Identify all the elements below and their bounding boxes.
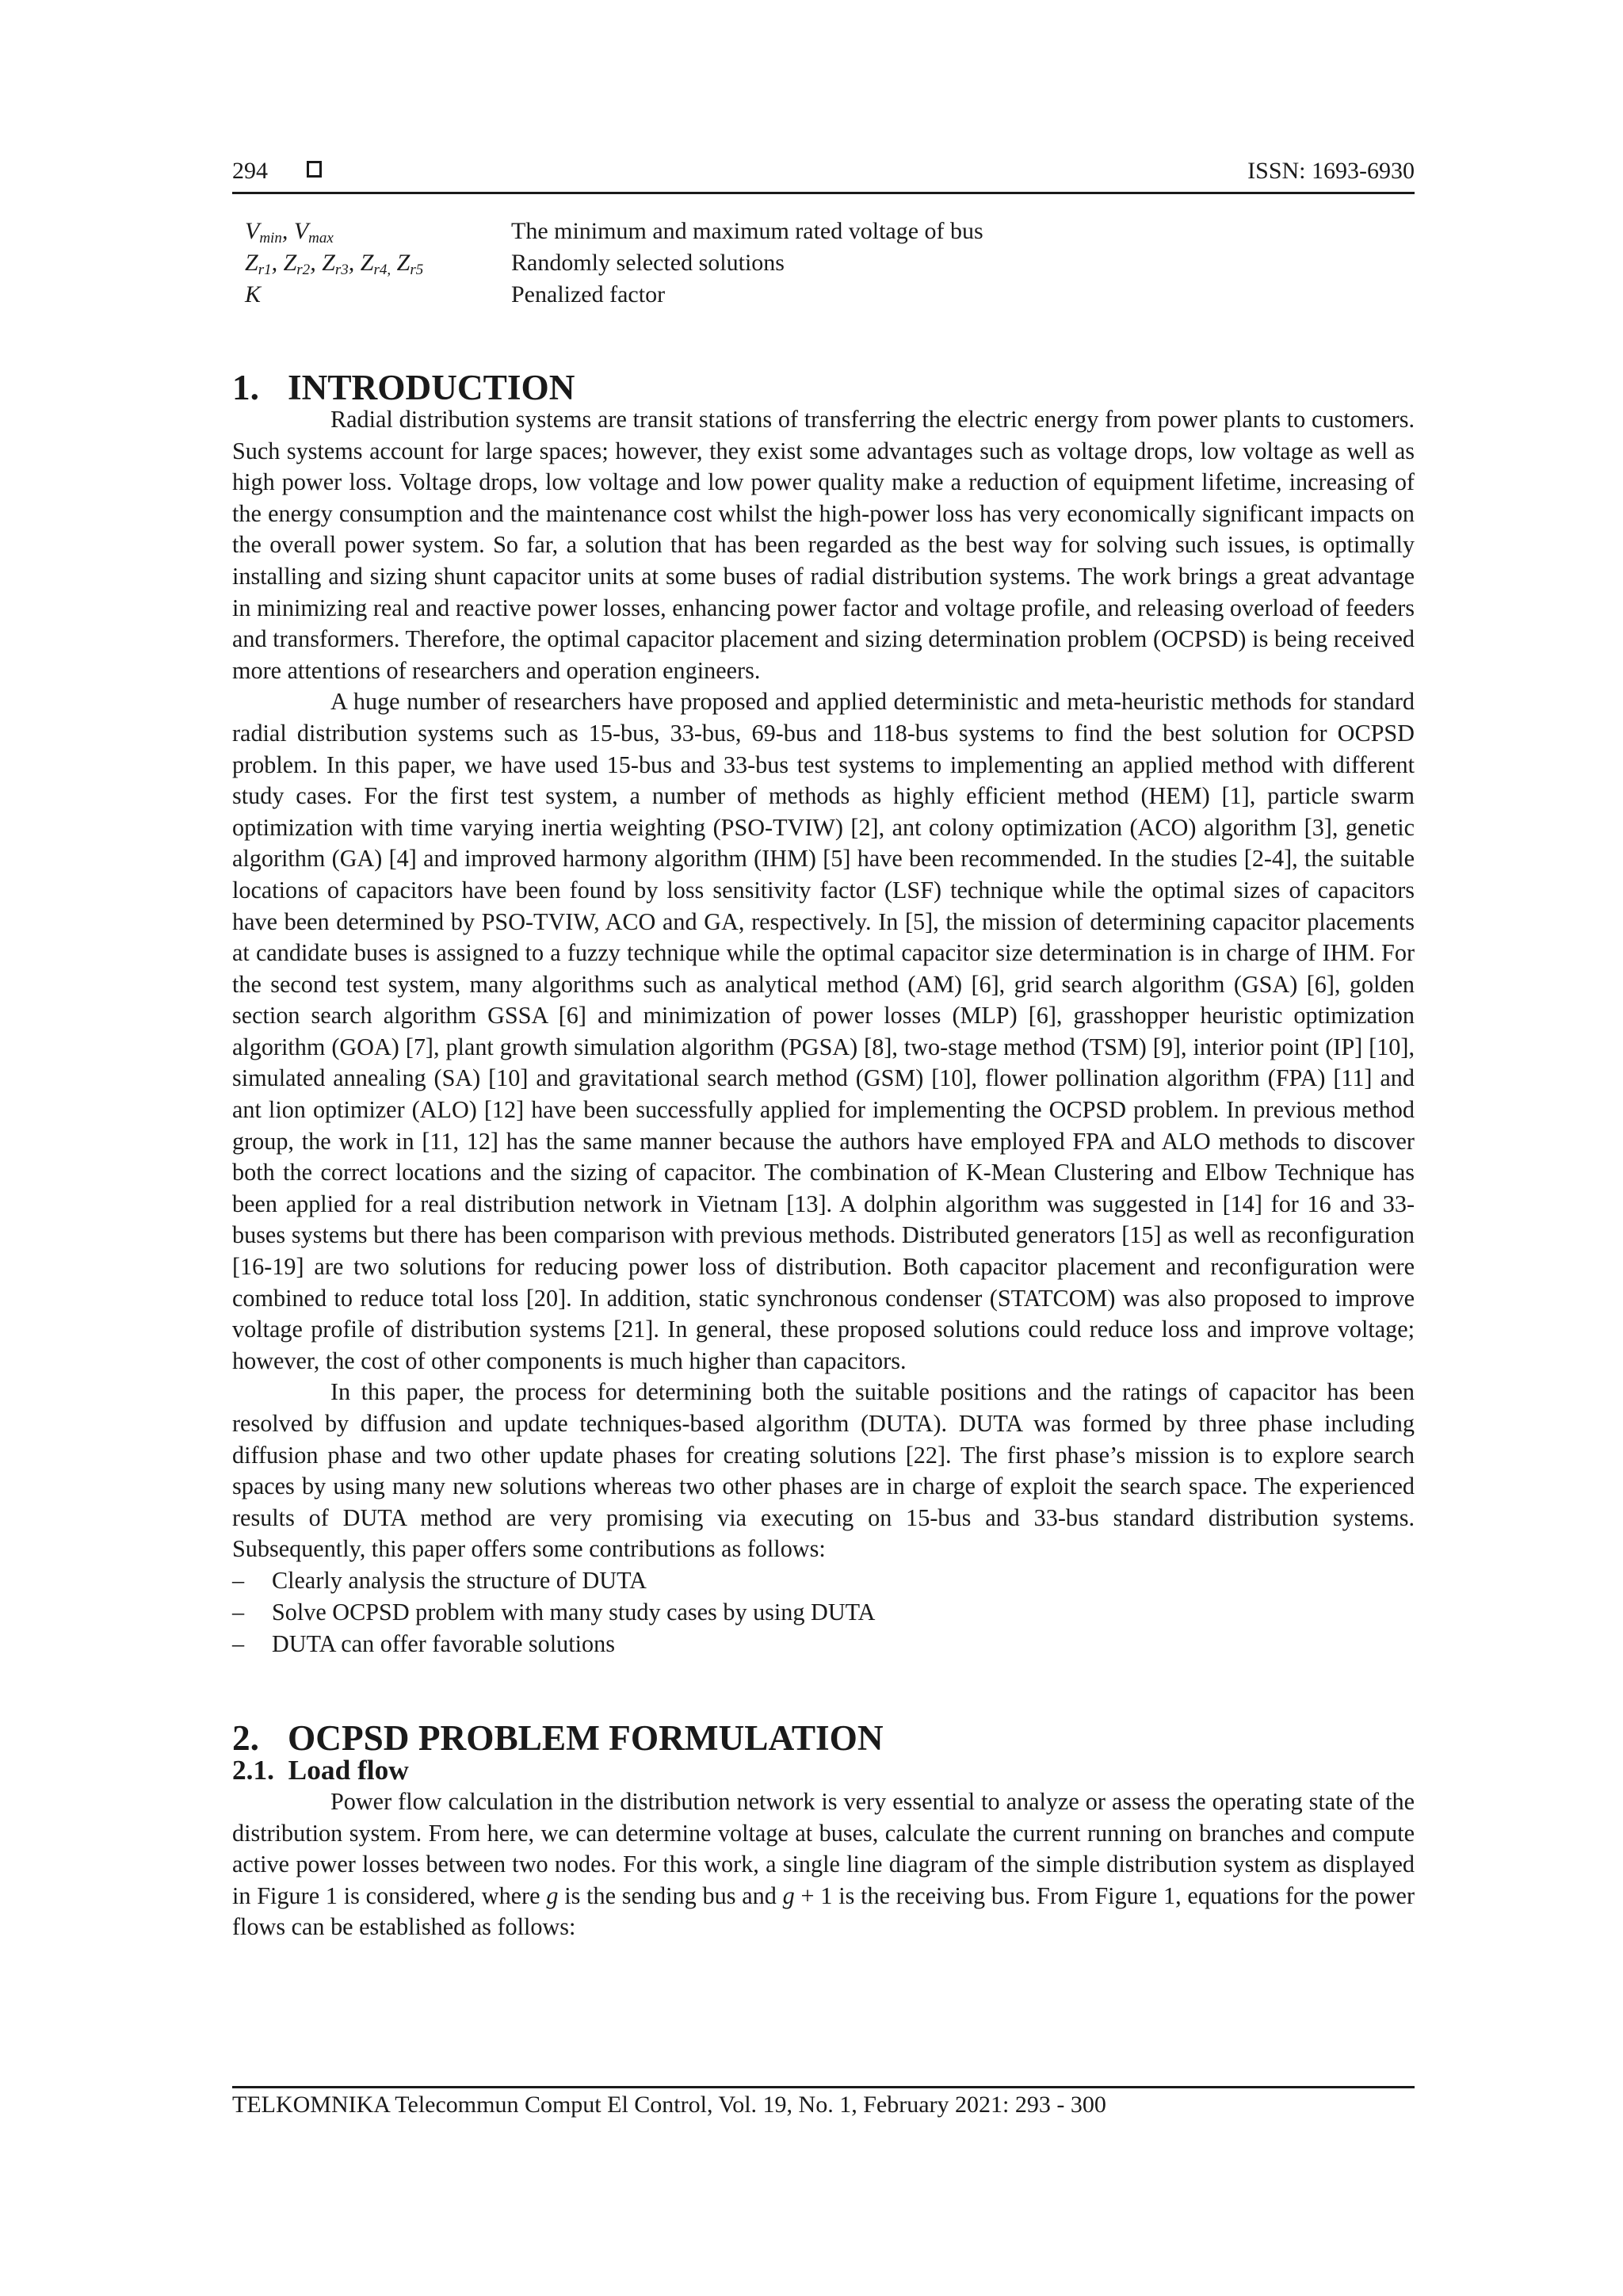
section-title: OCPSD PROBLEM FORMULATION (288, 1717, 884, 1758)
nomenclature-description: Randomly selected solutions (511, 250, 785, 276)
nomenclature-row (245, 279, 1394, 311)
section-number: 2. (232, 1717, 259, 1758)
subsection-title: Load flow (288, 1754, 409, 1786)
nomenclature-symbol: $V_{min}$, $V_{max}$ (245, 218, 334, 246)
list-item-text: DUTA can offer favorable solutions (272, 1629, 615, 1657)
body-text (232, 368, 1415, 1943)
paragraph: A huge number of researchers have proposed and applied deterministic and meta-heuristic methods for standard radial distribution systems such as 15-bus, 33-bus, 69-bus and 118-bus systems to find the best solution for OCPSD problem. In this paper, we have used 15-bus and 33-bus test systems to implementing an applied method with different study cases. For the first test system, a number of methods as highly efficient method (HEM) [1], particle swarm optimization with time varying inertia weighting (PSO-TVIW) [2], ant colony optimization (ACO) algorithm [3], genetic algorithm (GA) [4] and improved harmony algorithm (IHM) [5] have been recommended. In the studies [2-4], the suitable locations of capacitors have been found by loss sensitivity factor (LSF) technique while the optimal sizes of capacitors have been determined by PSO-TVIW, ACO and GA, respectively. In [5], the mission of determining capacitor placements at candidate buses is assigned to a fuzzy technique while the optimal capacitor size determination is in charge of IHM. For the second test system, many algorithms such as analytical method (AM) [6], grid search algorithm (GSA) [6], golden section search algorithm GSSA [6] and minimization of power losses (MLP) [6], grasshopper heuristic optimization algorithm (GOA) [7], plant growth simulation algorithm (PGSA) [8], two-stage method (TSM) [9], interior point (IP] [10], simulated annealing (SA) [10] and gravitational search method (GSM) [10], flower pollination algorithm (FPA) [11] and ant lion optimizer (ALO) [12] have been successfully applied for implementing the OCPSD problem. In previous method group, the work in [11, 12] has the same manner because the authors have employed FPA and ALO methods to discover both the correct locations and the sizing of capacitor. The combination of K-Mean Clustering and Elbow Technique has been applied for a real distribution network in Vietnam [13]. A dolphin algorithm was suggested in [14] for 16 and 33-buses systems but there has been comparison with previous methods. Distributed generators [15] as well as reconfiguration [16-19] are two solutions for reducing power loss of distribution. Both capacitor placement and reconfiguration were combined to reduce total loss [20]. In addition, static synchronous condenser (STATCOM) was also proposed to improve voltage profile of distribution systems [21]. In general, these proposed solutions could reduce loss and improve voltage; however, the cost of other components is much higher than capacitors. (232, 688, 1415, 1374)
nomenclature-description: Penalized factor (511, 281, 666, 308)
page-number: 294 (232, 158, 268, 184)
paragraph: In this paper, the process for determining both the suitable positions and the ratings of capacitor has been resolved by diffusion and update techniques-based algorithm (DUTA). DUTA was formed by three phase including diffusion phase and two other update phases for creating solutions [22]. The first phase’s mission is to explore search spaces by using many new solutions whereas two other phases are in charge of exploit the search space. The experienced results of DUTA method are very promising via executing on 15-bus and 33-bus standard distribution systems. Subsequently, this paper offers some contributions as follows: (232, 1378, 1415, 1563)
nomenclature-description: The minimum and maximum rated voltage of bus (511, 218, 983, 244)
square-box-icon (307, 161, 322, 178)
contribution-list (232, 1565, 1415, 1660)
section-title: INTRODUCTION (288, 368, 575, 407)
issn-label: ISSN: 1693-6930 (1247, 158, 1415, 184)
paragraph: Radial distribution systems are transit stations of transferring the electric energy from power plants to customers. Such systems account for large spaces; however, they exist some advantages such as voltage drops, low voltage as well as high power loss. Voltage drops, low voltage and low power quality make a reduction of equipment lifetime, increasing of the energy consumption and the maintenance cost whilst the high-power loss has very economically significant impacts on the overall power system. So far, a solution that has been regarded as the best way for solving such issues, is optimally installing and sizing shunt capacitor units at some buses of radial distribution systems. The work brings a great advantage in minimizing real and reactive power losses, enhancing power factor and voltage profile, and releasing overload of feeders and transformers. Therefore, the optimal capacitor placement and sizing determination problem (OCPSD) is being received more attentions of researchers and operation engineers. (232, 406, 1415, 684)
dash-bullet-icon: – (232, 1598, 245, 1626)
header-rule (232, 192, 1415, 194)
nomenclature-list (245, 216, 1394, 311)
list-item-text: Solve OCPSD problem with many study cases by using DUTA (272, 1598, 876, 1626)
nomenclature-symbol: $Z_{r1}$, $Z_{r2}$, $Z_{r3}$, $Z_{r4,}$ $Z_{r5}$ (245, 250, 424, 278)
section-number: 1. (232, 368, 259, 407)
nomenclature-symbol: K (245, 281, 262, 308)
nomenclature-row (245, 216, 1394, 247)
section-heading-ocpsd (232, 1717, 1415, 1758)
page-header (232, 152, 1415, 193)
subsection-number: 2.1. (232, 1754, 274, 1786)
footer-rule (232, 2086, 1415, 2088)
footer-citation: TELKOMNIKA Telecommun Comput El Control, Vol. 19, No. 1, February 2021: 293 - 300 (232, 2092, 1106, 2118)
list-item (232, 1565, 1415, 1597)
nomenclature-row (245, 247, 1394, 279)
list-item (232, 1597, 1415, 1629)
list-item (232, 1629, 1415, 1660)
dash-bullet-icon: – (232, 1566, 245, 1594)
paragraph: Power flow calculation in the distribution network is very essential to analyze or assess the operating state of the distribution system. From here, we can determine voltage at buses, calculate the current running on branches and compute active power losses between two nodes. For this work, a single line diagram of the simple distribution system as displayed in Figure 1 is considered, where g is the sending bus and g + 1 is the receiving bus. From Figure 1, equations for the power flows can be established as follows: (232, 1787, 1415, 1941)
section-gap (232, 1660, 1415, 1723)
list-item-text: Clearly analysis the structure of DUTA (272, 1566, 647, 1594)
subsection-heading-load-flow (232, 1755, 1415, 1786)
section-heading-introduction (232, 368, 1415, 407)
dash-bullet-icon: – (232, 1629, 245, 1657)
